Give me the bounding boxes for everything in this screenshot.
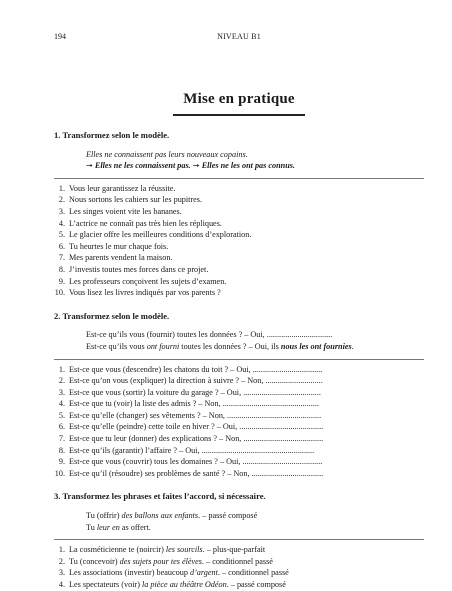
title-wrap — [54, 90, 424, 116]
running-title: NIVEAU B1 — [217, 32, 261, 41]
arrow-icon: ➞ — [86, 161, 93, 171]
divider — [54, 359, 424, 360]
model-2-line1: Est-ce qu’ils vous (fournir) toutes les données ? – Oui, ................................ — [86, 330, 333, 340]
list-item: 6. Tu heurtes le mur chaque fois. — [58, 241, 169, 251]
list-item: 5. Est-ce qu’elle (changer) ses vêtements ? – Non, .............................................. — [58, 410, 322, 420]
list-item: 1. Est-ce que vous (descendre) les chatons du toit ? – Oui, .................................. — [58, 364, 323, 374]
section-3-title: 3. Transformez les phrases et faites l’accord, si nécessaire. — [54, 491, 266, 502]
section-2-model — [54, 329, 424, 352]
list-item: 10. Vous lisez les livres indiqués par vos parents ? — [54, 288, 221, 298]
list-item: 2. Nous sortons les cahiers sur les pupitres. — [58, 195, 203, 205]
list-item: 3. Est-ce que vous (sortir) la voiture du garage ? – Oui, ...................................... — [58, 387, 321, 397]
list-item: 8. Est-ce qu’ils (garantir) l’affaire ? – Oui, ....................................................... — [58, 445, 315, 455]
model-3-line1: Tu (offrir) des ballons aux enfants. – passé composé — [86, 511, 258, 521]
list-item: 1. Vous leur garantissez la réussite. — [58, 183, 176, 193]
section-1-list — [54, 183, 424, 299]
list-item: 9. Les professeurs conçoivent les sujets d’examen. — [58, 276, 227, 286]
section-2-title: 2. Transformez selon le modèle. — [54, 310, 170, 321]
section-1-title: 1. Transformez selon le modèle. — [54, 130, 170, 140]
list-item: 2. Tu (concevoir) des sujets pour tes élèves. – conditionnel passé — [58, 556, 273, 566]
exercises — [54, 130, 424, 591]
list-item: 7. Est-ce que tu leur (donner) des explications ? – Non, ....................................... — [58, 434, 324, 444]
page-header — [54, 32, 424, 44]
list-item: 2. Est-ce qu’on vous (expliquer) la direction à suivre ? – Non, ............................ — [58, 376, 323, 386]
list-item: 3. Les singes voient vite les bananes. — [58, 206, 182, 216]
model-3-line2: Tu leur en as offert. — [86, 522, 151, 532]
model-1-line1: Elles ne connaissent pas leurs nouveaux copains. — [86, 149, 248, 159]
list-item: 4. L’actrice ne connaît pas très bien les répliques. — [58, 218, 222, 228]
section-2-list — [54, 364, 424, 480]
list-item: 6. Est-ce qu’elle (peindre) cette toile en hiver ? – Oui, ......................................... — [58, 422, 324, 432]
section-3 — [54, 491, 424, 590]
list-item: 5. Le glacier offre les meilleures conditions d’exploration. — [58, 230, 252, 240]
arrow-icon: ➞ — [192, 161, 200, 171]
page-title: Mise en pratique — [173, 91, 305, 116]
list-item: 9. Est-ce que vous (couvrir) tous les domaines ? – Oui, ....................................... — [58, 457, 323, 467]
list-item: 1. La cosméticienne te (noircir) les sourcils. – plus-que-parfait — [58, 545, 266, 555]
list-item: 4. Est-ce que tu (voir) la liste des admis ? – Non, ............................................... — [58, 399, 319, 409]
list-item: 7. Mes parents vendent la maison. — [58, 253, 173, 263]
list-item: 4. Les spectateurs (voir) la pièce au théâtre Odéon. – passé composé — [58, 580, 286, 589]
page-number: 194 — [54, 32, 66, 41]
divider — [54, 178, 424, 179]
list-item: 8. J’investis toutes mes forces dans ce projet. — [58, 264, 209, 274]
model-2-line2: Est-ce qu’ils vous ont fourni toutes les données ? – Oui, ils nous les ont fournies. — [86, 341, 354, 351]
section-3-model — [54, 510, 424, 533]
list-item: 3. Les associations (investir) beaucoup d’argent. – conditionnel passé — [58, 568, 289, 578]
section-1 — [54, 130, 424, 299]
list-item: 10. Est-ce qu’il (résoudre) ses problèmes de santé ? – Non, ................................... — [54, 468, 324, 478]
section-2 — [54, 311, 424, 480]
section-1-model — [54, 149, 424, 172]
model-1-line2: ➞ Elles ne les connaissent pas. ➞ Elles ne les ont pas connus. — [86, 161, 295, 171]
divider — [54, 539, 424, 540]
